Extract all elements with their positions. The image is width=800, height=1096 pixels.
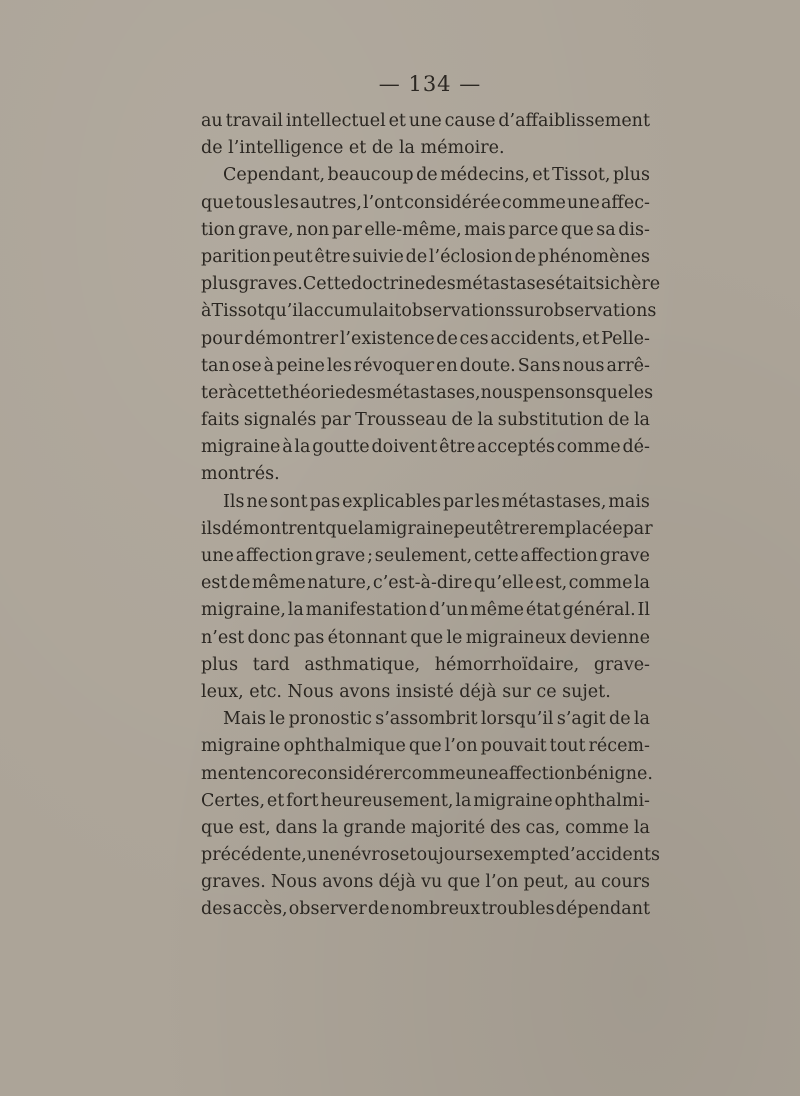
text-line: ment encore considérer comme une affection bénigne. [201, 763, 653, 784]
text-line: que tous les autres, l’ont considérée comme une affec- [201, 192, 650, 213]
text-line: que est, dans la grande majorité des cas, comme la [201, 817, 650, 838]
text-line: plus tard asthmatique, hémorrhoïdaire, grave- [201, 654, 650, 675]
text-line: pour démontrer l’existence de ces accidents, et Pelle- [201, 328, 650, 349]
text-line: graves. Nous avons déjà vu que l’on peut, au cours [201, 872, 650, 893]
text-line: Mais le pronostic s’assombrit lorsqu’il s’agit de la [223, 709, 650, 730]
text-line: migraine, la manifestation d’un même état général. Il [201, 600, 650, 621]
text-line: à Tissot qu’il accumulait observations sur observations [201, 301, 657, 322]
text-line: migraine à la goutte doivent être acceptés comme dé- [201, 437, 650, 458]
text-line: tan ose à peine les révoquer en doute. Sans nous arrê- [201, 355, 650, 376]
text-line: une affection grave ; seulement, cette affection grave [201, 546, 650, 566]
text-line: Cependant, beaucoup de médecins, et Tissot, plus [223, 165, 650, 186]
text-line: parition peut être suivie de l’éclosion de phénomènes [201, 246, 650, 267]
text-line: est de même nature, c’est-à-dire qu’elle est, comme la [201, 573, 650, 594]
text-line: montrés. [201, 464, 280, 485]
page-number: — 134 — [378, 72, 482, 96]
text-line: des accès, observer de nombreux troubles dépendant [201, 899, 650, 920]
text-line: ter à cette théorie des métastases, nous pensons que les [201, 382, 654, 403]
text-line: faits signalés par Trousseau de la substitution de la [201, 410, 650, 431]
text-line: de l’intelligence et de la mémoire. [201, 138, 505, 159]
body-text [201, 108, 661, 924]
text-line: au travail intellectuel et une cause d’affaiblissement [201, 111, 650, 131]
text-line: précédente, une névrose toujours exempte d’accidents [201, 845, 660, 866]
text-line: Ils ne sont pas explicables par les métastases, mais [223, 491, 650, 512]
text-line: plus graves. Cette doctrine des métastases était si chère [201, 274, 661, 295]
text-line: n’est donc pas étonnant que le migraineux devienne [201, 627, 650, 648]
text-line: ils démontrent que la migraine peut être remplacée par [201, 518, 653, 539]
text-line: tion grave, non par elle-même, mais parce que sa dis- [201, 219, 650, 240]
text-line: Certes, et fort heureusement, la migraine ophthalmi- [201, 790, 650, 811]
text-line: migraine ophthalmique que l’on pouvait tout récem- [201, 736, 650, 757]
text-line: leux, etc. Nous avons insisté déjà sur ce sujet. [201, 681, 611, 702]
